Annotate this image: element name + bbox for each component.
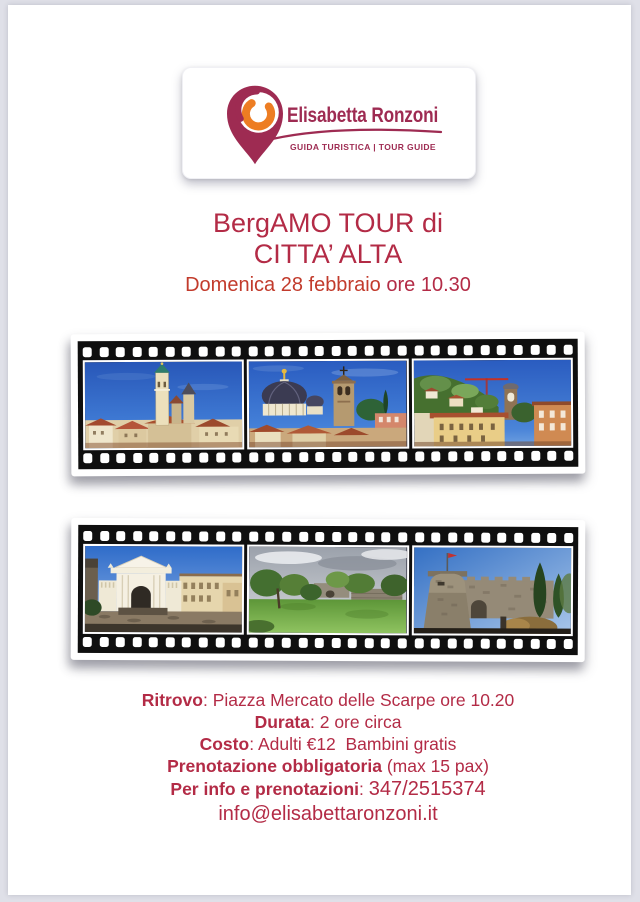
sprocket-hole: [349, 452, 358, 462]
detail-costo: [8, 733, 640, 755]
sprocket-hole: [332, 532, 341, 542]
sprocket-hole: [266, 532, 275, 542]
sprocket-hole: [564, 533, 573, 543]
sprocket-hole: [331, 638, 340, 648]
sprocket-hole: [497, 345, 506, 355]
sprocket-hole: [381, 346, 390, 356]
sprocket-hole: [547, 533, 556, 543]
sprocket-hole: [282, 532, 291, 542]
sprocket-hole: [182, 637, 191, 647]
detail-contatti-sep: :: [359, 779, 369, 799]
sprocket-hole: [282, 452, 291, 462]
sprocket-hole: [514, 451, 523, 461]
sprocket-hole: [282, 346, 291, 356]
sprocket-row: [83, 345, 573, 358]
sprocket-hole: [348, 346, 357, 356]
sprocket-row: [83, 637, 573, 649]
sprocket-hole: [83, 531, 92, 541]
event-title-line1: BergAMO TOUR di: [212, 208, 444, 238]
sprocket-hole: [398, 532, 407, 542]
sprocket-hole: [332, 452, 341, 462]
map-pin-logo-icon: [219, 83, 291, 167]
sprocket-hole: [166, 531, 175, 541]
sprocket-hole: [431, 345, 440, 355]
sprocket-hole: [398, 452, 407, 462]
sprocket-hole: [315, 638, 324, 648]
sprocket-row: [83, 451, 573, 464]
sprocket-hole: [116, 453, 125, 463]
sprocket-hole: [249, 532, 258, 542]
sprocket-hole: [331, 346, 340, 356]
sprocket-hole: [398, 638, 407, 648]
filmstrip-1-frames: [83, 358, 573, 451]
sprocket-hole: [348, 532, 357, 542]
sprocket-hole: [497, 639, 506, 649]
sprocket-hole: [431, 532, 440, 542]
sprocket-hole: [564, 451, 573, 461]
detail-prenotazione-label: Prenotazione obbligatoria: [167, 756, 382, 776]
detail-costo-label: Costo: [199, 734, 250, 754]
sprocket-hole: [215, 347, 224, 357]
sprocket-hole: [232, 638, 241, 648]
sprocket-hole: [266, 452, 275, 462]
detail-contatti-label: Per info e prenotazioni: [170, 779, 360, 799]
sprocket-hole: [83, 347, 92, 357]
sprocket-hole: [99, 637, 108, 647]
brand-swoosh-icon: [269, 126, 445, 142]
sprocket-hole: [150, 531, 159, 541]
filmstrip-2-frames: [83, 544, 573, 636]
sprocket-hole: [199, 347, 208, 357]
sprocket-hole: [448, 451, 457, 461]
sprocket-hole: [431, 451, 440, 461]
sprocket-hole: [530, 639, 539, 649]
tour-details: [8, 689, 640, 827]
filmstrip-monuments: [71, 518, 586, 662]
sprocket-hole: [298, 638, 307, 648]
sprocket-hole: [83, 453, 92, 463]
sprocket-hole: [414, 346, 423, 356]
photo-citta-alta-skyline-campanile: [83, 359, 245, 450]
sprocket-hole: [216, 532, 225, 542]
sprocket-hole: [415, 532, 424, 542]
sprocket-hole: [133, 531, 142, 541]
detail-durata: [8, 711, 640, 733]
sprocket-hole: [248, 346, 257, 356]
sprocket-hole: [249, 452, 258, 462]
sprocket-row: [83, 531, 573, 543]
sprocket-hole: [531, 451, 540, 461]
sprocket-hole: [348, 638, 357, 648]
sprocket-hole: [183, 531, 192, 541]
sprocket-hole: [447, 345, 456, 355]
sprocket-hole: [464, 345, 473, 355]
sprocket-hole: [514, 345, 523, 355]
sprocket-hole: [564, 639, 573, 649]
sprocket-hole: [299, 452, 308, 462]
photo-citta-alta-duomo-campanone: [247, 359, 409, 450]
phone-number: 347/2515374: [368, 778, 486, 800]
detail-durata-value: : 2 ore circa: [310, 712, 402, 732]
sprocket-hole: [365, 638, 374, 648]
sprocket-hole: [298, 346, 307, 356]
sprocket-hole: [182, 347, 191, 357]
photo-rocca-di-bergamo: [411, 545, 573, 636]
detail-ritrovo-value: : Piazza Mercato delle Scarpe ore 10.20: [202, 690, 515, 710]
sprocket-hole: [100, 531, 109, 541]
detail-costo-value: : Adulti €12 Bambini gratis: [249, 734, 457, 754]
detail-email: [8, 801, 640, 827]
event-title-line2: CITTA’ ALTA: [253, 239, 403, 269]
sprocket-hole: [481, 451, 490, 461]
detail-ritrovo: [8, 689, 640, 711]
sprocket-hole: [149, 637, 158, 647]
flyer-sheet: [8, 5, 631, 895]
sprocket-hole: [547, 345, 556, 355]
sprocket-hole: [431, 638, 440, 648]
event-date-time: ore 10.30: [380, 274, 471, 296]
sprocket-hole: [315, 452, 324, 462]
sprocket-hole: [199, 453, 208, 463]
detail-durata-label: Durata: [254, 712, 310, 732]
sprocket-hole: [232, 532, 241, 542]
sprocket-hole: [116, 531, 125, 541]
sprocket-hole: [382, 532, 391, 542]
sprocket-hole: [249, 638, 258, 648]
sprocket-hole: [498, 451, 507, 461]
sprocket-hole: [465, 451, 474, 461]
filmstrip-2: [78, 525, 579, 655]
sprocket-hole: [531, 533, 540, 543]
sprocket-hole: [149, 347, 158, 357]
sprocket-hole: [398, 346, 407, 356]
sprocket-hole: [265, 638, 274, 648]
event-title-block: [8, 208, 640, 297]
sprocket-hole: [315, 532, 324, 542]
sprocket-hole: [199, 531, 208, 541]
sprocket-hole: [514, 533, 523, 543]
sprocket-hole: [232, 346, 241, 356]
sprocket-hole: [464, 639, 473, 649]
sprocket-hole: [365, 346, 374, 356]
sprocket-hole: [414, 638, 423, 648]
sprocket-hole: [415, 451, 424, 461]
sprocket-hole: [116, 347, 125, 357]
brand-name: Elisabetta Ronzoni: [287, 104, 439, 127]
sprocket-hole: [282, 638, 291, 648]
photo-parco-delle-mura: [247, 545, 409, 636]
sprocket-hole: [547, 639, 556, 649]
filmstrip-1: [78, 339, 579, 470]
sprocket-hole: [481, 345, 490, 355]
sprocket-hole: [315, 346, 324, 356]
sprocket-hole: [448, 533, 457, 543]
sprocket-hole: [299, 532, 308, 542]
sprocket-hole: [498, 533, 507, 543]
event-date-day: Domenica 28 febbraio: [185, 274, 381, 296]
detail-prenotazione-value: (max 15 pax): [381, 756, 489, 776]
sprocket-hole: [447, 639, 456, 649]
sprocket-hole: [132, 637, 141, 647]
sprocket-hole: [514, 639, 523, 649]
sprocket-hole: [199, 637, 208, 647]
sprocket-hole: [215, 638, 224, 648]
brand-tagline: GUIDA TURISTICA | TOUR GUIDE: [290, 142, 436, 152]
sprocket-hole: [265, 346, 274, 356]
sprocket-hole: [150, 453, 159, 463]
detail-prenotazione: [8, 755, 640, 777]
sprocket-hole: [183, 453, 192, 463]
sprocket-hole: [116, 637, 125, 647]
filmstrip-skyline: [71, 332, 586, 477]
photo-citta-alta-hillside-houses: [411, 358, 573, 449]
sprocket-hole: [132, 347, 141, 357]
sprocket-hole: [133, 453, 142, 463]
sprocket-hole: [365, 532, 374, 542]
photo-porta-san-giacomo: [83, 544, 245, 635]
sprocket-hole: [481, 533, 490, 543]
sprocket-hole: [166, 347, 175, 357]
sprocket-hole: [465, 533, 474, 543]
sprocket-hole: [547, 451, 556, 461]
sprocket-hole: [216, 453, 225, 463]
sprocket-hole: [563, 345, 572, 355]
sprocket-hole: [365, 452, 374, 462]
detail-contatti: [8, 777, 640, 801]
sprocket-hole: [83, 637, 92, 647]
sprocket-hole: [481, 639, 490, 649]
sprocket-hole: [382, 452, 391, 462]
sprocket-hole: [166, 453, 175, 463]
sprocket-hole: [99, 347, 108, 357]
sprocket-hole: [530, 345, 539, 355]
sprocket-hole: [232, 452, 241, 462]
sprocket-hole: [100, 453, 109, 463]
email-address: info@elisabettaronzoni.it: [218, 803, 438, 825]
sprocket-hole: [381, 638, 390, 648]
logo-card: [182, 67, 476, 179]
sprocket-hole: [166, 637, 175, 647]
detail-ritrovo-label: Ritrovo: [141, 690, 203, 710]
event-date: [8, 273, 640, 297]
